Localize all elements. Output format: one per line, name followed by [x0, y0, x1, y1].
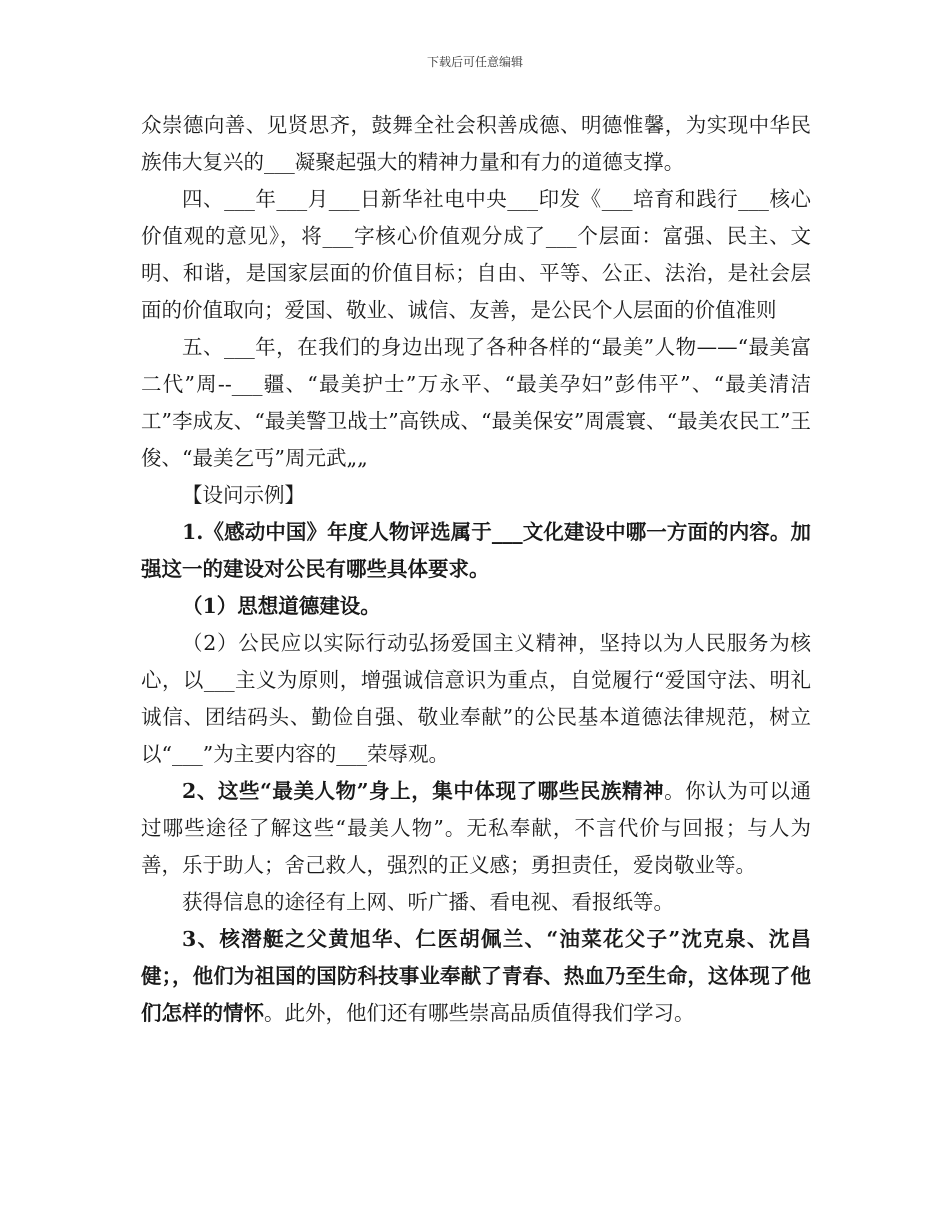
- section-heading-question-examples: 【设问示例】: [182, 483, 305, 507]
- answer-one-part-one: （1）思想道德建设。: [182, 594, 381, 618]
- question-three-rest: 。此外，他们还有哪些崇高品质值得我们学习。: [264, 1001, 695, 1025]
- paragraph-item-five: 五、___年，在我们的身边出现了各种各样的“最美”人物——“最美富二代”周--___疆、“最美护士”万永平、“最美孕妇”彭伟平”、“最美清洁工”李成友、“最美警卫战士”高铁成、“最美保安”周震寰、“最美农民工”王俊、“最美乞丐”周元武„„: [141, 335, 811, 470]
- question-two: [141, 773, 811, 884]
- document-body: [141, 107, 811, 1032]
- question-two-rest: 。你认为可以通过哪些途径了解这些“最美人物”。无私奉献，不言代价与回报；与人为善，乐于助人；舍己救人，强烈的正义感；勇担责任，爱岗敬业等。: [141, 779, 811, 877]
- page-header: 下载后可任意编辑: [426, 55, 523, 69]
- paragraph-item-four: 四、___年___月___日新华社电中央___印发《___培育和践行___核心价值观的意见》，将___字核心价值观分成了___个层面：富强、民主、文明、和谐，是国家层面的价值目标；自由、平等、公正、法治，是社会层面的价值取向；爱国、敬业、诚信、友善，是公民个人层面的价值准则: [141, 187, 811, 322]
- paragraph-intro: 众崇德向善、见贤思齐，鼓舞全社会积善成德、明德惟馨，为实现中华民族伟大复兴的___凝聚起强大的精神力量和有力的道德支撑。: [141, 113, 811, 174]
- question-three-bold: 3、核潜艇之父黄旭华、仁医胡佩兰、“油菜花父子”沈克泉、沈昌健；，他们为祖国的国防科技事业奉献了青春、热血乃至生命，这体现了他们怎样的情怀: [141, 927, 811, 1025]
- question-one: 1.《感动中国》年度人物评选属于___文化建设中哪一方面的内容。加强这一的建设对公民有哪些具体要求。: [141, 520, 811, 581]
- question-two-bold: 2、这些“最美人物”身上，集中体现了哪些民族精神: [182, 779, 665, 803]
- answer-one-part-two: （2）公民应以实际行动弘扬爱国主义精神，坚持以为人民服务为核心，以___主义为原则，增强诚信意识为重点，自觉履行“爱国守法、明礼诚信、团结码头、勤俭自强、敬业奉献”的公民基本道德法律规范，树立以“___”为主要内容的___荣辱观。: [141, 631, 811, 766]
- question-three: [141, 921, 811, 1032]
- answer-two-channels: 获得信息的途径有上网、听广播、看电视、看报纸等。: [182, 890, 674, 914]
